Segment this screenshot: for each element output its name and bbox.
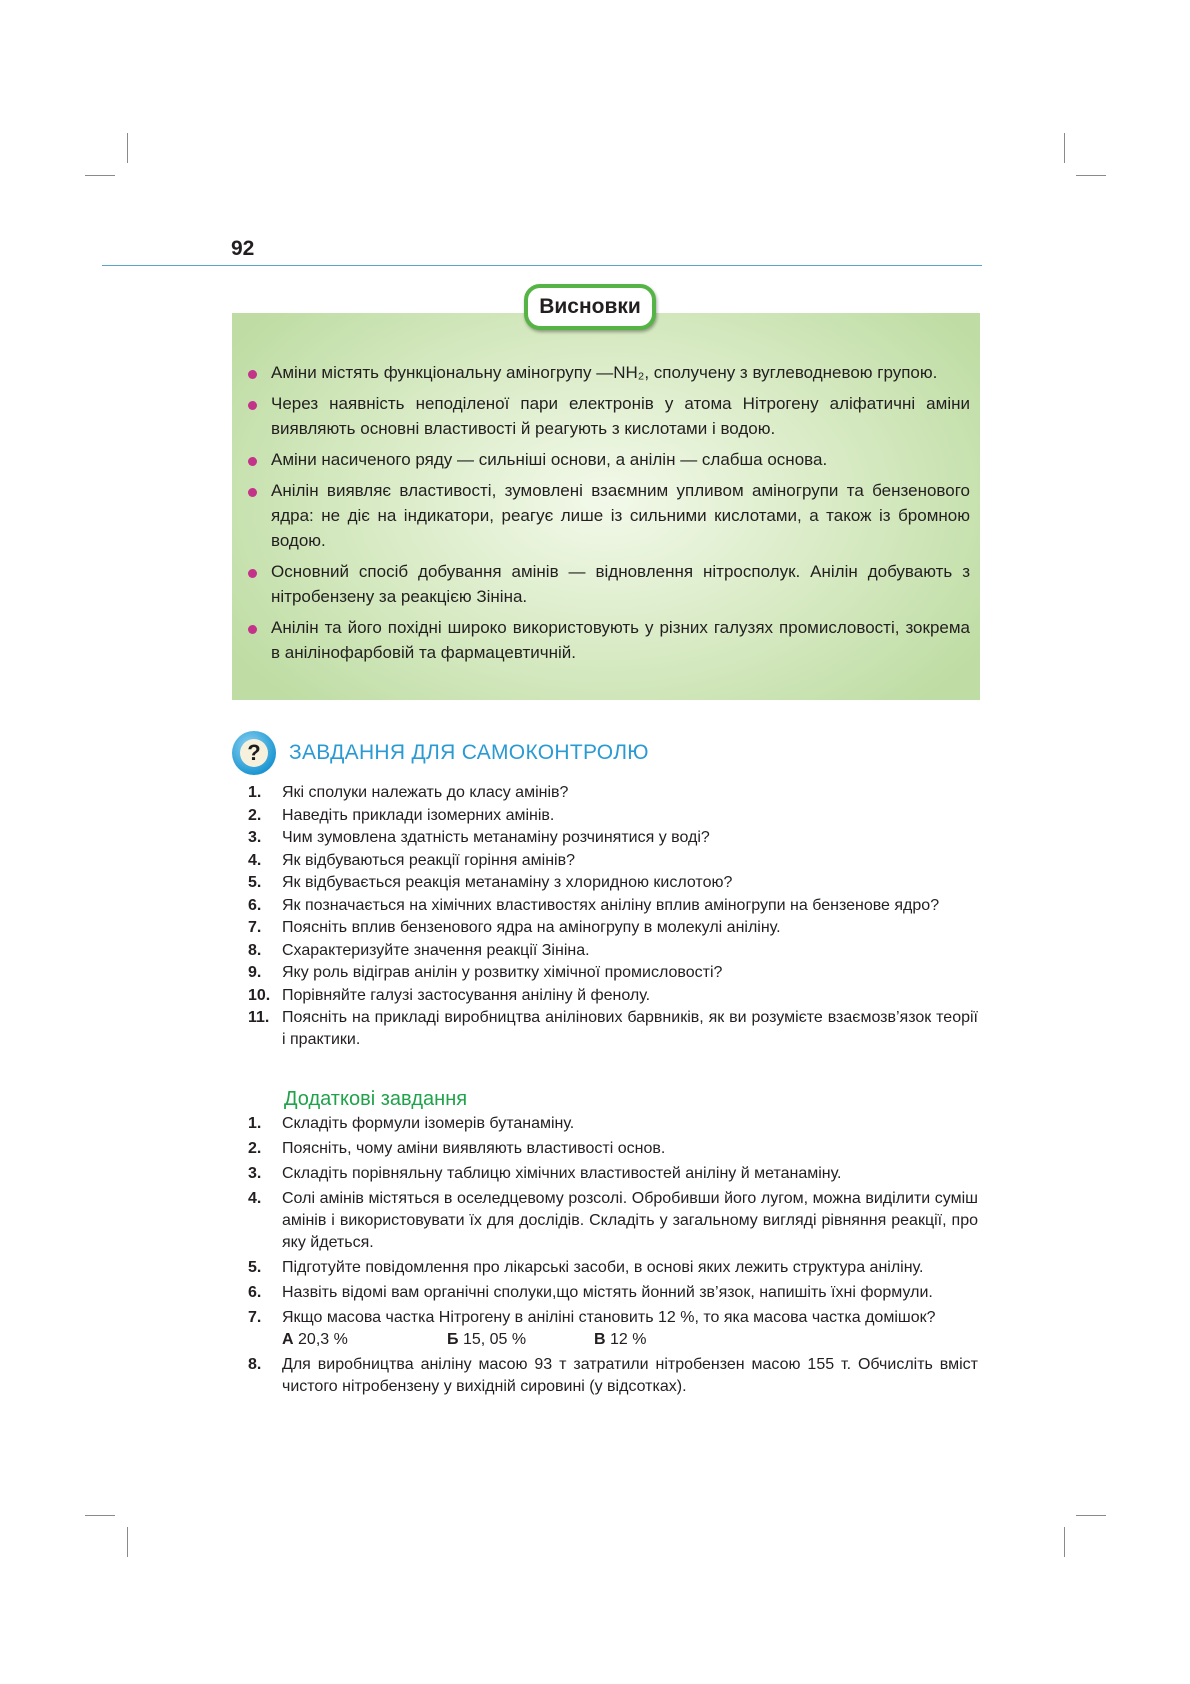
answer-options	[282, 1329, 978, 1351]
question-icon: ?	[232, 731, 276, 775]
page-number: 92	[231, 237, 255, 260]
summary-item: Аміни насиченого ряду — сильніші основи, а анілін — слабша основа.	[248, 447, 970, 472]
list-item: 7. Якщо масова частка Нітрогену в аніліні становить 12 %, то яка масова частка домішок? А 20,3 % Б 15, 05 % В 12 %	[248, 1307, 978, 1351]
list-item: 4. Як відбуваються реакції горіння амінів?	[248, 851, 576, 869]
list-item: 9. Яку роль відіграв анілін у розвитку хімічної промисловості?	[248, 964, 723, 981]
summary-item: Анілін виявляє властивості, зумовлені взаємним упливом аміногрупи та бензенового ядра: не діє на індикатори, реагує лише із сильними кислотами, а також із бромною водою.	[248, 478, 970, 553]
summary-item: Аміни містять функціональну аміногрупу —NH₂, сполучену з вуглеводневою групою.	[248, 360, 970, 385]
list-item: 7. Поясніть вплив бензенового ядра на аміногрупу в молекулі аніліну.	[248, 919, 781, 936]
list-item: 5. Підготуйте повідомлення про лікарські засоби, в основі яких лежить структура аніліну.	[248, 1259, 924, 1276]
crop-mark	[127, 133, 128, 163]
crop-mark	[1076, 175, 1106, 176]
self-control-list	[248, 782, 978, 1052]
crop-mark	[1076, 1515, 1106, 1516]
list-item: 2. Поясніть, чому аміни виявляють властивості основ.	[248, 1140, 666, 1157]
bullet-icon	[248, 569, 257, 578]
list-item: 3. Чим зумовлена здатність метанаміну розчинятися у воді?	[248, 829, 710, 846]
additional-title: Додаткові завдання	[284, 1088, 468, 1110]
list-item: 1. Складіть формули ізомерів бутанаміну.	[248, 1115, 575, 1132]
list-item: 8. Для виробництва аніліну масою 93 т затратили нітробензен масою 155 т. Обчисліть вміст чистого нітробензену у вихідній сировині (у відсотках).	[248, 1356, 978, 1395]
crop-mark	[85, 1515, 115, 1516]
answer-option-c: В 12 %	[594, 1331, 647, 1348]
list-item: 1. Які сполуки належать до класу амінів?	[248, 784, 569, 801]
list-item: 2. Наведіть приклади ізомерних амінів.	[248, 806, 555, 824]
crop-mark	[1064, 133, 1065, 163]
list-item: 11. Поясніть на прикладі виробництва анілінових барвників, як ви розумієте взаємозв’язок теорії і практики.	[248, 1009, 978, 1048]
bullet-icon	[248, 457, 257, 466]
section-title: ЗАВДАННЯ ДЛЯ САМОКОНТРОЛЮ	[289, 741, 649, 764]
list-item: 3. Складіть порівняльну таблицю хімічних властивостей аніліну й метанаміну.	[248, 1165, 842, 1182]
summary-title: Висновки	[524, 284, 656, 330]
bullet-icon	[248, 401, 257, 410]
answer-option-a: А 20,3 %	[282, 1331, 348, 1348]
list-item: 4. Солі амінів містяться в оселедцевому розсолі. Обробивши його лугом, можна виділити суміш амінів і використовувати їх для дослідів. Складіть у загальному вигляді рівняння реакції, про яку йдеться.	[248, 1190, 978, 1251]
list-item: 5. Як відбувається реакція метанаміну з хлоридною кислотою?	[248, 874, 733, 891]
summary-item: Основний спосіб добування амінів — відновлення нітросполук. Анілін добувають з нітробензену за реакцією Зініна.	[248, 559, 970, 609]
list-item: 6. Як позначається на хімічних властивостях аніліну вплив аміногрупи на бензенове ядро?	[248, 896, 940, 914]
answer-option-b: Б 15, 05 %	[447, 1331, 527, 1348]
crop-mark	[127, 1527, 128, 1557]
summary-list	[248, 360, 970, 671]
bullet-icon	[248, 625, 257, 634]
list-item: 6. Назвіть відомі вам органічні сполуки,що містять йонний зв’язок, напишіть їхні формули.	[248, 1284, 933, 1301]
additional-list	[248, 1113, 978, 1401]
list-item: 8. Схарактеризуйте значення реакції Зініна.	[248, 941, 590, 959]
crop-mark	[1064, 1527, 1065, 1557]
list-item: 10. Порівняйте галузі застосування аніліну й фенолу.	[248, 986, 651, 1004]
bullet-icon	[248, 488, 257, 497]
summary-item: Анілін та його похідні широко використовують у різних галузях промисловості, зокрема в анілінофарбовій та фармацевтичній.	[248, 615, 970, 665]
crop-mark	[85, 175, 115, 176]
bullet-icon	[248, 370, 257, 379]
header-rule	[102, 265, 982, 266]
summary-item: Через наявність неподіленої пари електронів у атома Нітрогену аліфатичні аміни виявляють основні властивості й реагують з кислотами і водою.	[248, 391, 970, 441]
